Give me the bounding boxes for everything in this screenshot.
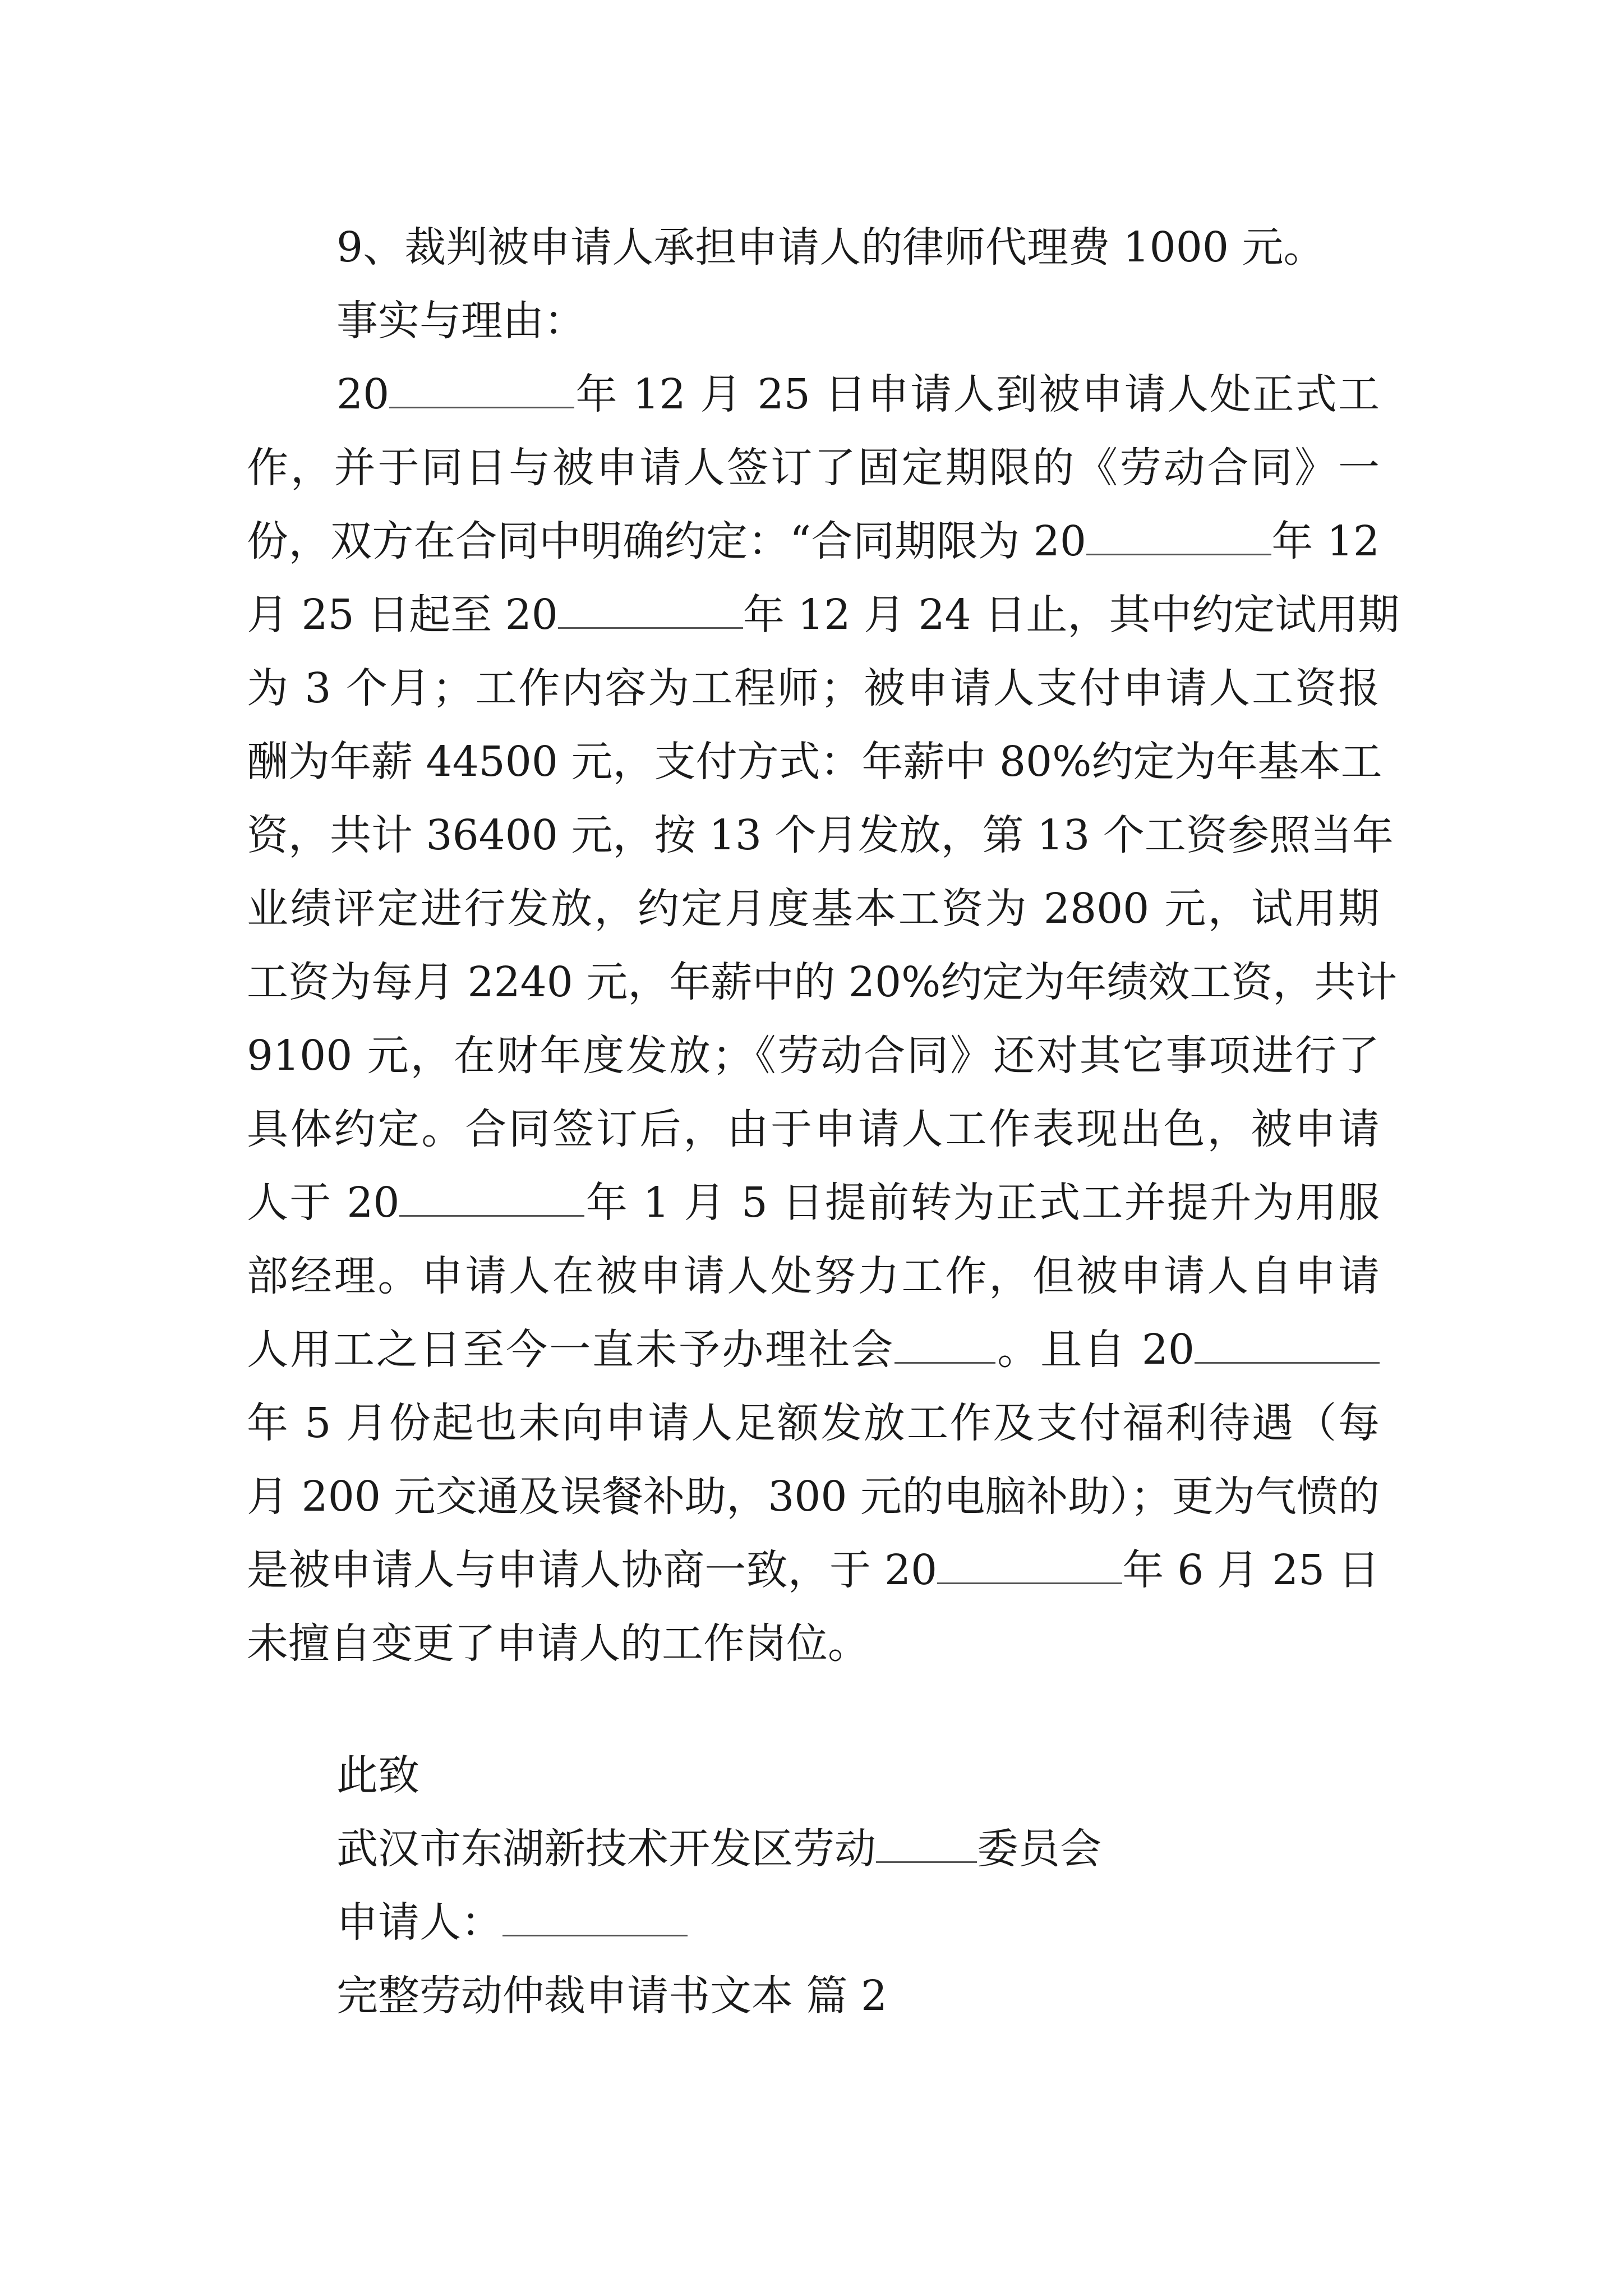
paragraph-line: [247, 505, 1380, 578]
paragraph-line: [247, 946, 1398, 1019]
recipient-prefix: 武汉市东湖新技术开发区劳动: [336, 1825, 876, 1873]
fill-in-blank: [389, 373, 574, 408]
line-text: 业绩评定进行发放，约定月度基本工资为 2800 元，试用期: [247, 885, 1380, 933]
line-text: 。且自 20: [995, 1326, 1195, 1374]
line-text: 月 200 元交通及误餐补助，300 元的电脑补助）；更为气愤的: [247, 1473, 1380, 1521]
paragraph-line: [247, 1534, 1380, 1607]
line-text: 月 25 日起至 20: [247, 591, 558, 639]
line-text: 年 12: [1271, 517, 1380, 565]
paragraph-line: [247, 799, 1394, 872]
line-text: 9100 元，在财年度发放；《劳动合同》还对其它事项进行了: [247, 1032, 1380, 1080]
paragraph-line: [247, 1607, 1380, 1681]
fill-in-blank: [558, 593, 743, 629]
fill-in-blank: [895, 1328, 995, 1364]
next-section-title: 完整劳动仲裁申请书文本 篇 2: [336, 1972, 888, 2020]
paragraph-line: [247, 652, 1380, 725]
paragraph-line: [247, 725, 1380, 799]
line-text: 未擅自变更了申请人的工作岗位。: [247, 1619, 869, 1668]
line-text: 年 6 月 25 日: [1122, 1546, 1380, 1594]
closing-salutation: 此致: [336, 1751, 419, 1800]
line-text: 部经理。申请人在被申请人处努力工作，但被申请人自申请: [247, 1252, 1380, 1300]
line-text: 工资为每月 2240 元，年薪中的 20%约定为年绩效工资，共计: [247, 958, 1398, 1006]
fill-in-blank: [399, 1181, 584, 1217]
line-text: 是被申请人与申请人协商一致，于 20: [247, 1546, 938, 1594]
line-text: 具体约定。合同签订后，由于申请人工作表现出色，被申请: [247, 1105, 1380, 1153]
paragraph-line: [247, 431, 1380, 505]
paragraph-line: [247, 578, 1400, 652]
line-text: 份，双方在合同中明确约定：“合同期限为 20: [247, 517, 1086, 565]
line-text: 20: [336, 370, 390, 418]
paragraph-line: [247, 1240, 1380, 1313]
paragraph-line: [247, 1093, 1380, 1166]
paragraph-line: [247, 872, 1380, 946]
line-text: 资，共计 36400 元，按 13 个月发放，第 13 个工资参照当年: [247, 811, 1394, 859]
line-text: 年 12 月 24 日止，其中约定试用期: [743, 591, 1400, 639]
applicant-line: [336, 1886, 688, 1959]
line-text: 年 12 月 25 日申请人到被申请人处正式工: [574, 370, 1380, 418]
paragraph-line: [247, 1019, 1380, 1093]
paragraph-line: [247, 1460, 1380, 1534]
paragraph-line: [247, 1387, 1380, 1460]
claim-item-9: 9、裁判被申请人承担申请人的律师代理费 1000 元。: [336, 223, 1325, 272]
fill-in-blank: [1195, 1328, 1380, 1364]
fill-in-blank: [1086, 520, 1271, 555]
recipient-blank: [876, 1828, 977, 1863]
line-text: 年 5 月份起也未向申请人足额发放工作及支付福利待遇（每: [247, 1399, 1380, 1447]
line-text: 人用工之日至今一直未予办理社会: [247, 1326, 895, 1374]
paragraph-line: [247, 1166, 1380, 1240]
paragraph-line: [247, 1313, 1380, 1387]
line-text: 年 1 月 5 日提前转为正式工并提升为用服: [584, 1179, 1380, 1227]
paragraph-line: [336, 358, 1380, 431]
line-text: 酬为年薪 44500 元，支付方式：年薪中 80%约定为年基本工: [247, 738, 1382, 786]
line-text: 作，并于同日与被申请人签订了固定期限的《劳动合同》一: [247, 444, 1380, 492]
facts-heading: 事实与理由：: [336, 297, 585, 345]
fill-in-blank: [937, 1549, 1122, 1584]
recipient-line: [336, 1812, 1101, 1886]
applicant-blank: [502, 1901, 688, 1936]
line-text: 人于 20: [247, 1179, 400, 1227]
recipient-suffix: 委员会: [977, 1825, 1101, 1873]
line-text: 为 3 个月；工作内容为工程师；被申请人支付申请人工资报: [247, 664, 1380, 712]
applicant-label: 申请人：: [336, 1898, 502, 1947]
